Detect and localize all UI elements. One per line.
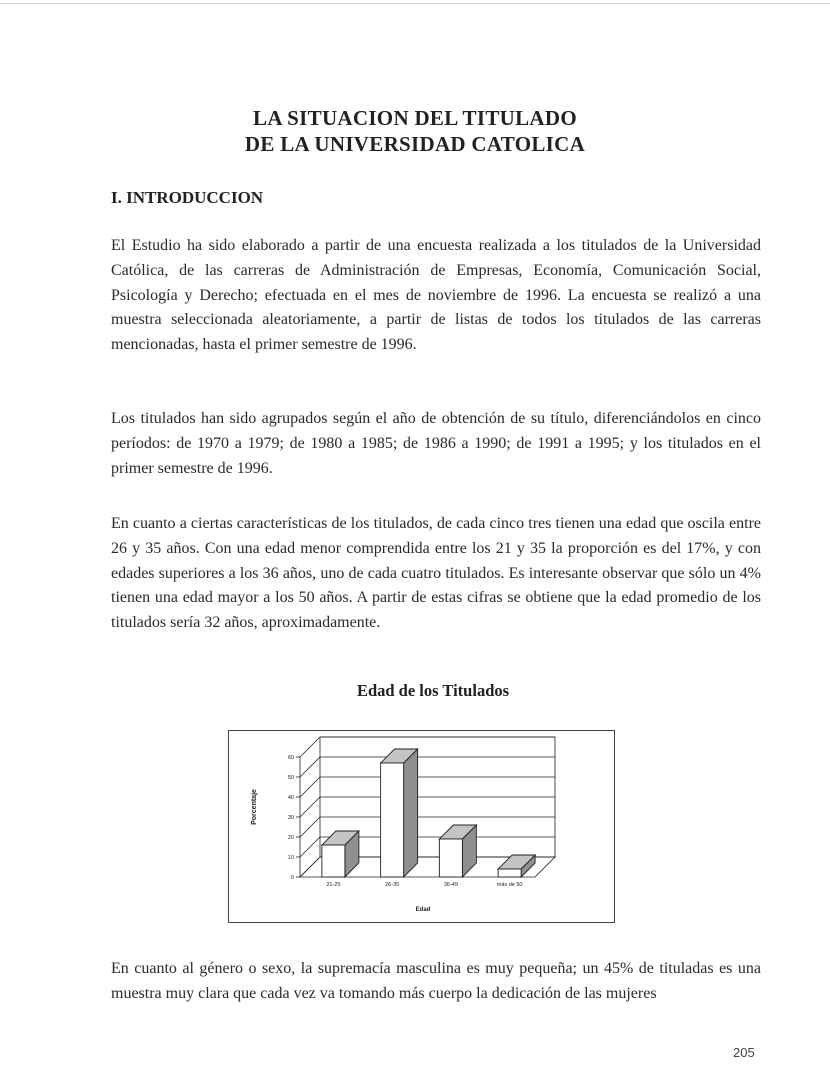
title-line-1: LA SITUACION DEL TITULADO — [253, 106, 577, 130]
chart-title: Edad de los Titulados — [356, 681, 510, 700]
gridline-side — [300, 737, 320, 757]
gridline-side — [300, 777, 320, 797]
gridline-side — [300, 817, 320, 837]
x-axis-label: Edad — [415, 907, 431, 913]
paragraph-3: En cuanto a ciertas características de los titulados, de cada cinco tres tienen una edad que oscila entre 26 y 35 años. Con una edad menor comprendida entre los 21 y 35 la proporción es del 17%, y con edades superiores a los 36 años, uno de cada cuatro titulados. Es interesante observar que sólo un 4% tienen una edad mayor a los 50 años. A partir de estas cifras se obtiene que la edad promedio de los titulados sería 32 años, aproximadamente. — [111, 515, 761, 632]
paragraph-1: El Estudio ha sido elaborado a partir de una encuesta realizada a los titulados de la Universidad Católica, de las carreras de Administración de Empresas, Economía, Comunicación Social, Psicología y Derecho; efectuada en el mes de noviembre de 1996. La encuesta se realizó a una muestra seleccionada aleatoriamente, a partir de listas de todos los titulados de las carreras mencionadas, hasta el primer semestre de 1996. — [111, 237, 761, 354]
y-tick-label: 30 — [287, 815, 294, 821]
paragraph-2: Los titulados han sido agrupados según el año de obtención de su título, diferenciándolos en cinco períodos: de 1970 a 1979; de 1980 a 1985; de 1986 a 1990; de 1991 a 1995; y los titulados en el primer semestre de 1996. — [111, 410, 761, 477]
x-tick-label: 36-49 — [443, 882, 458, 888]
top-rule — [0, 3, 830, 4]
x-tick-label: 26-35 — [385, 882, 400, 888]
age-chart — [229, 731, 614, 922]
bar-26-35 — [381, 749, 418, 877]
y-tick-label: 60 — [287, 755, 294, 761]
y-axis-label: Porcentaje — [251, 789, 258, 825]
bar-side — [404, 749, 418, 877]
chart-frame — [228, 730, 615, 923]
y-tick-label: 50 — [287, 775, 294, 781]
gridline-side — [300, 857, 320, 877]
bar-más de 50 — [498, 855, 535, 877]
y-tick-label: 10 — [287, 855, 294, 861]
x-tick-label: más de 50 — [496, 882, 523, 888]
bar-front — [322, 845, 345, 877]
gridline-side — [300, 797, 320, 817]
bar-front — [381, 763, 404, 877]
paragraph-4: En cuanto al género o sexo, la supremacía masculina es muy pequeña; un 45% de tituladas es una muestra muy clara que cada vez va tomando más cuerpo la dedicación de las mujeres — [111, 960, 761, 1002]
gridline-side — [300, 757, 320, 777]
bar-21-25 — [322, 831, 359, 877]
y-tick-label: 0 — [290, 875, 294, 881]
y-tick-label: 40 — [287, 795, 294, 801]
title-line-2: DE LA UNIVERSIDAD CATOLICA — [244, 132, 586, 156]
y-tick-label: 20 — [287, 835, 294, 841]
gridline-side — [300, 837, 320, 857]
bar-front — [439, 839, 462, 877]
bar-front — [498, 869, 521, 877]
bar-36-49 — [439, 825, 476, 877]
page-number: 205 — [733, 1045, 755, 1060]
section-heading: I. INTRODUCCION — [111, 188, 264, 207]
x-tick-label: 21-25 — [326, 882, 341, 888]
